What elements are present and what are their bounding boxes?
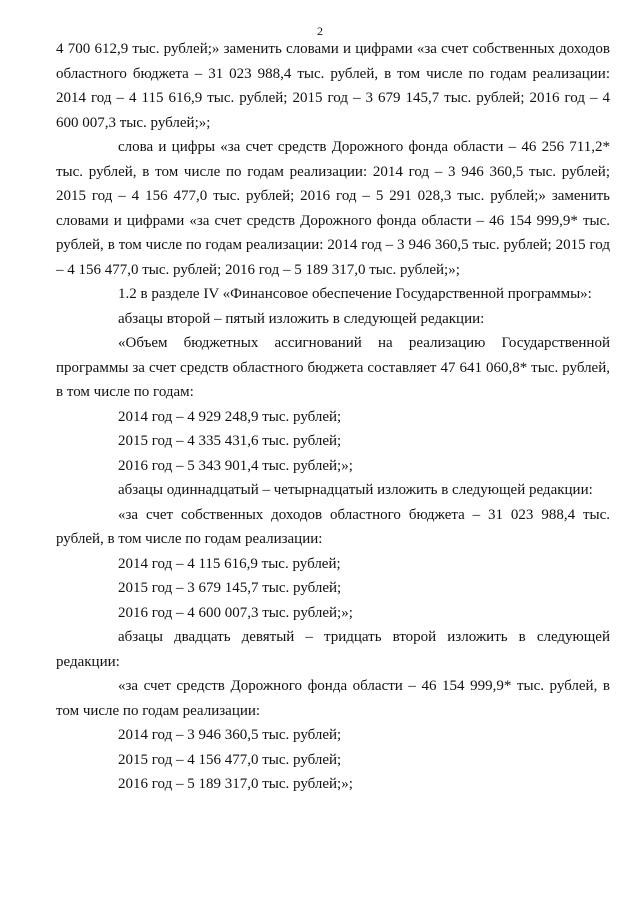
paragraph-9: абзацы одиннадцатый – четырнадцатый изложить в следующей редакции: — [118, 482, 593, 498]
paragraph-13: 2016 год – 4 600 007,3 тыс. рублей;»; — [118, 604, 353, 621]
paragraph-8: 2016 год – 5 343 901,4 тыс. рублей;»; — [118, 457, 353, 474]
paragraph-2: слова и цифры «за счет средств Дорожного фонда области – 46 256 711,2* тыс. рублей, в том числе по годам реализации: 2014 год – 3 946 360,5 тыс. рублей; 2015 год – 4 156 477,0 тыс. рублей; 2016 год – 5 291 028,3 тыс. рублей;» заменить словами и цифрами «за счет средств Дорожного фонда области – 46 154 999,9* тыс. рублей, в том числе по годам реализации: 2014 год – 3 946 360,5 тыс. рублей; 2015 год – 4 156 477,0 тыс. рублей; 2016 год – 5 189 317,0 тыс. рублей;»; — [56, 139, 610, 278]
paragraph-14: абзацы двадцать девятый – тридцать второй изложить в следующей редакции: — [56, 629, 610, 670]
paragraph-11: 2014 год – 4 115 616,9 тыс. рублей; — [118, 555, 341, 572]
paragraph-18: 2016 год – 5 189 317,0 тыс. рублей;»; — [118, 776, 353, 792]
paragraph-1: 4 700 612,9 тыс. рублей;» заменить словами и цифрами «за счет собственных доходов областного бюджета – 31 023 988,4 тыс. рублей, в том числе по годам реализации: 2014 год – 4 115 616,9 тыс. рублей; 2015 год – 3 679 145,7 тыс. рублей; 2016 год – 4 600 007,3 тыс. рублей;»; — [56, 41, 610, 131]
paragraph-6: 2014 год – 4 929 248,9 тыс. рублей; — [118, 408, 342, 425]
paragraph-10: «за счет собственных доходов областного бюджета – 31 023 988,4 тыс. рублей, в том числе по годам реализации: — [56, 506, 610, 547]
paragraph-16: 2014 год – 3 946 360,5 тыс. рублей; — [118, 727, 342, 743]
paragraph-15: «за счет средств Дорожного фонда области – 46 154 999,9* тыс. рублей, в том числе по годам реализации: — [56, 678, 610, 719]
page-number: 2 — [317, 24, 323, 38]
paragraph-7: 2015 год – 4 335 431,6 тыс. рублей; — [118, 433, 342, 449]
document-body — [56, 37, 610, 797]
paragraph-5: «Объем бюджетных ассигнований на реализацию Государственной программы за счет средств областного бюджета составляет 47 641 060,8* тыс. рублей, в том числе по годам: — [56, 335, 610, 400]
paragraph-17: 2015 год – 4 156 477,0 тыс. рублей; — [118, 751, 342, 768]
paragraph-12: 2015 год – 3 679 145,7 тыс. рублей; — [118, 580, 342, 596]
paragraph-4: абзацы второй – пятый изложить в следующей редакции: — [118, 310, 485, 327]
paragraph-3: 1.2 в разделе IV «Финансовое обеспечение Государственной программы»: — [118, 286, 592, 302]
